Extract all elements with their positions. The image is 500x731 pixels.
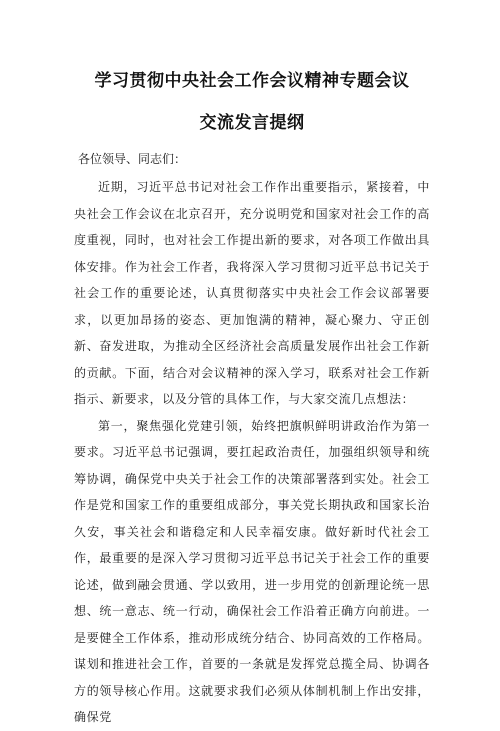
paragraph-intro: 近期，习近平总书记对社会工作作出重要指示，紧接着，中央社会工作会议在北京召开，充分说明党和国家对社会工作的高度重视，同时，也对社会工作提出新的要求，对各项工作做出具体安排。作为社会工作者，我将深入学习贯彻习近平总书记关于社会工作的重要论述，认真贯彻落实中央社会工作会议部署要求，以更加昂扬的姿态、更加饱满的精神，凝心聚力、守正创新、奋发进取，为推动全区经济社会高质量发展作出社会工作新的贡献。下面，结合对会议精神的深入学习，联系对社会工作新指示、新要求，以及分管的具体工作，与大家交流几点想法：: [74, 180, 430, 406]
paragraph-first-point: 第一，聚焦强化党建引领，始终把旗帜鲜明讲政治作为第一要求。习近平总书记强调，要扛起政治责任，加强组织领导和统筹协调，确保党中央关于社会工作的决策部署落到实处。社会工作是党和国家工作的重要组成部分，事关党长期执政和国家长治久安，事关社会和谐稳定和人民幸福安康。做好新时代社会工作，最重要的是深入学习贯彻习近平总书记关于社会工作的重要论述，做到融会贯通、学以致用，进一步用党的创新理论统一思想、统一意志、统一行动，确保社会工作沿着正确方向前进。一是要健全工作体系，推动形成统分结合、协同高效的工作格局。谋划和推进社会工作，首要的一条就是发挥党总揽全局、协调各方的领导核心作用。这就要求我们必须从体制机制上作出安排，确保党: [74, 418, 430, 724]
salutation: 各位领导、同志们：: [78, 152, 187, 166]
document-title-line2: 交流发言提纲: [199, 113, 305, 133]
document-title-line1: 学习贯彻中央社会工作会议精神专题会议: [94, 71, 410, 91]
